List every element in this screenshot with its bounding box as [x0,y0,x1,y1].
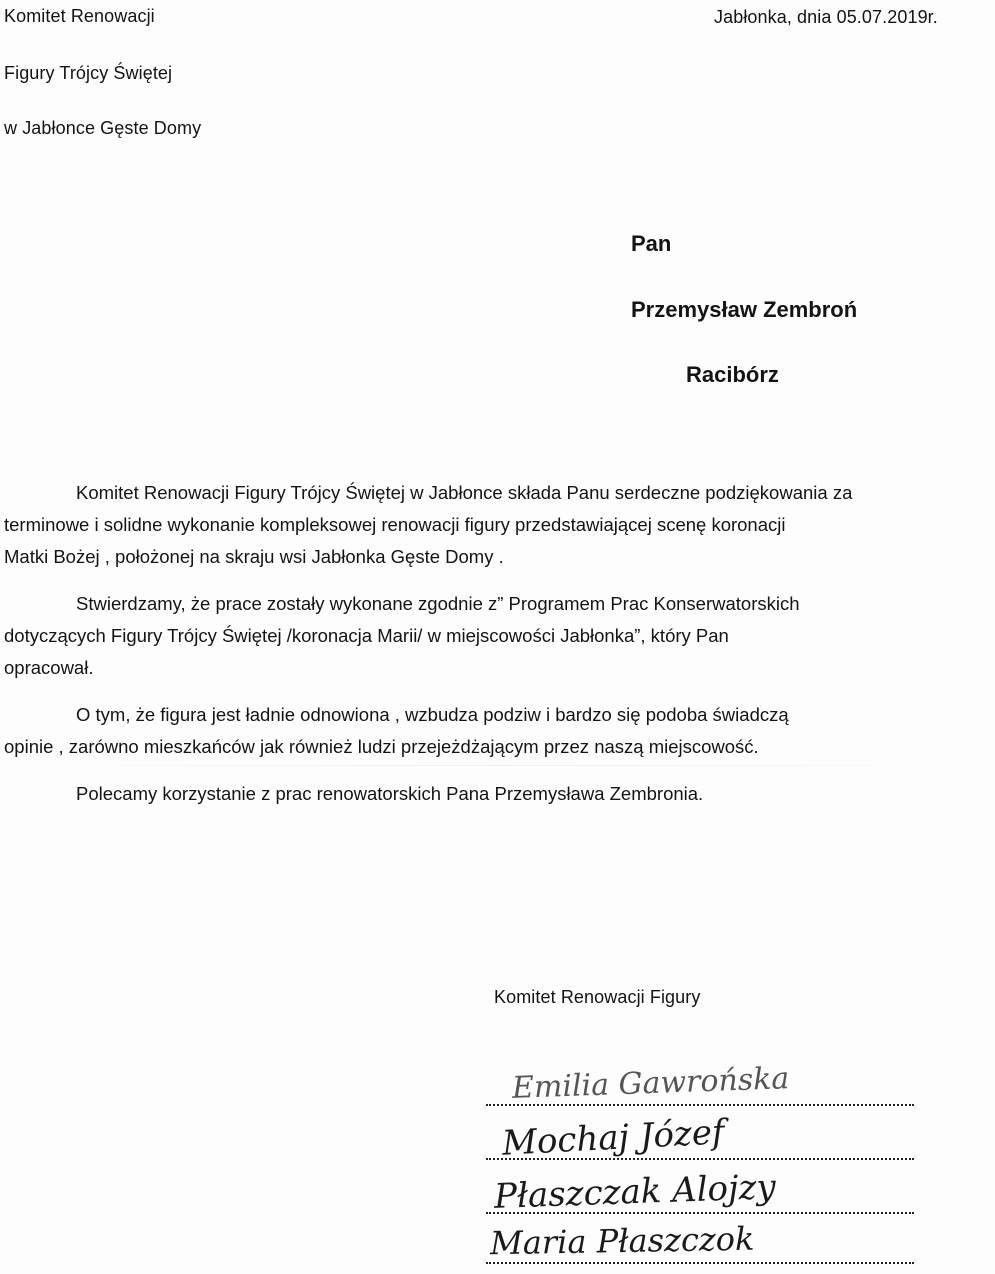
signature-dotted-line [486,1104,914,1106]
signature-dotted-line [486,1262,914,1264]
paragraph-4 [4,778,989,810]
paragraph-line: opinie , zarówno mieszkańców jak również ludzi przejeżdżającym przez naszą miejscowość. [4,736,759,757]
paragraph-line: opracował. [4,657,94,678]
paragraph-line: O tym, że figura jest ładnie odnowiona , wzbudza podziw i bardzo się podoba świadczą [76,704,789,725]
paragraph-1 [4,477,989,573]
recipient-salutation: Pan [631,231,672,256]
signatures [486,1060,916,1270]
signature-4: Maria Płaszczok [489,1219,755,1263]
signature-2: Mochaj Józef [501,1112,726,1164]
signature-1: Emilia Gawrońska [511,1061,790,1106]
paper-fold [0,765,995,766]
signature-block-title: Komitet Renowacji Figury [494,987,701,1007]
signature-dotted-line [486,1158,914,1160]
recipient-city: Racibórz [686,362,779,387]
paragraph-line: Matki Bożej , położonej na skraju wsi Jabłonka Gęste Domy . [4,546,504,567]
signature-3: Płaszczak Alojzy [493,1167,777,1217]
sender-line-2: Figury Trójcy Świętej [4,63,173,83]
paragraph-3 [4,699,989,763]
paragraph-line: Stwierdzamy, że prace zostały wykonane zgodnie z” Programem Prac Konserwatorskich [76,593,800,614]
paragraph-line: terminowe i solidne wykonanie kompleksowej renowacji figury przedstawiającej scenę koronacji [4,514,786,535]
paragraph-line: Polecamy korzystanie z prac renowatorskich Pana Przemysława Zembronia. [76,783,704,804]
date-place: Jabłonka, dnia 05.07.2019r. [714,7,938,27]
paragraph-2 [4,588,989,684]
signature-dotted-line [486,1212,914,1214]
paragraph-line: dotyczących Figury Trójcy Świętej /koronacja Marii/ w miejscowości Jabłonka”, który Pan [4,625,729,646]
recipient-name: Przemysław Zembroń [631,297,858,322]
sender-line-1: Komitet Renowacji [4,6,155,26]
sender-line-3: w Jabłonce Gęste Domy [4,118,202,138]
paragraph-line: Komitet Renowacji Figury Trójcy Świętej w Jabłonce składa Panu serdeczne podziękowania za [76,482,853,503]
